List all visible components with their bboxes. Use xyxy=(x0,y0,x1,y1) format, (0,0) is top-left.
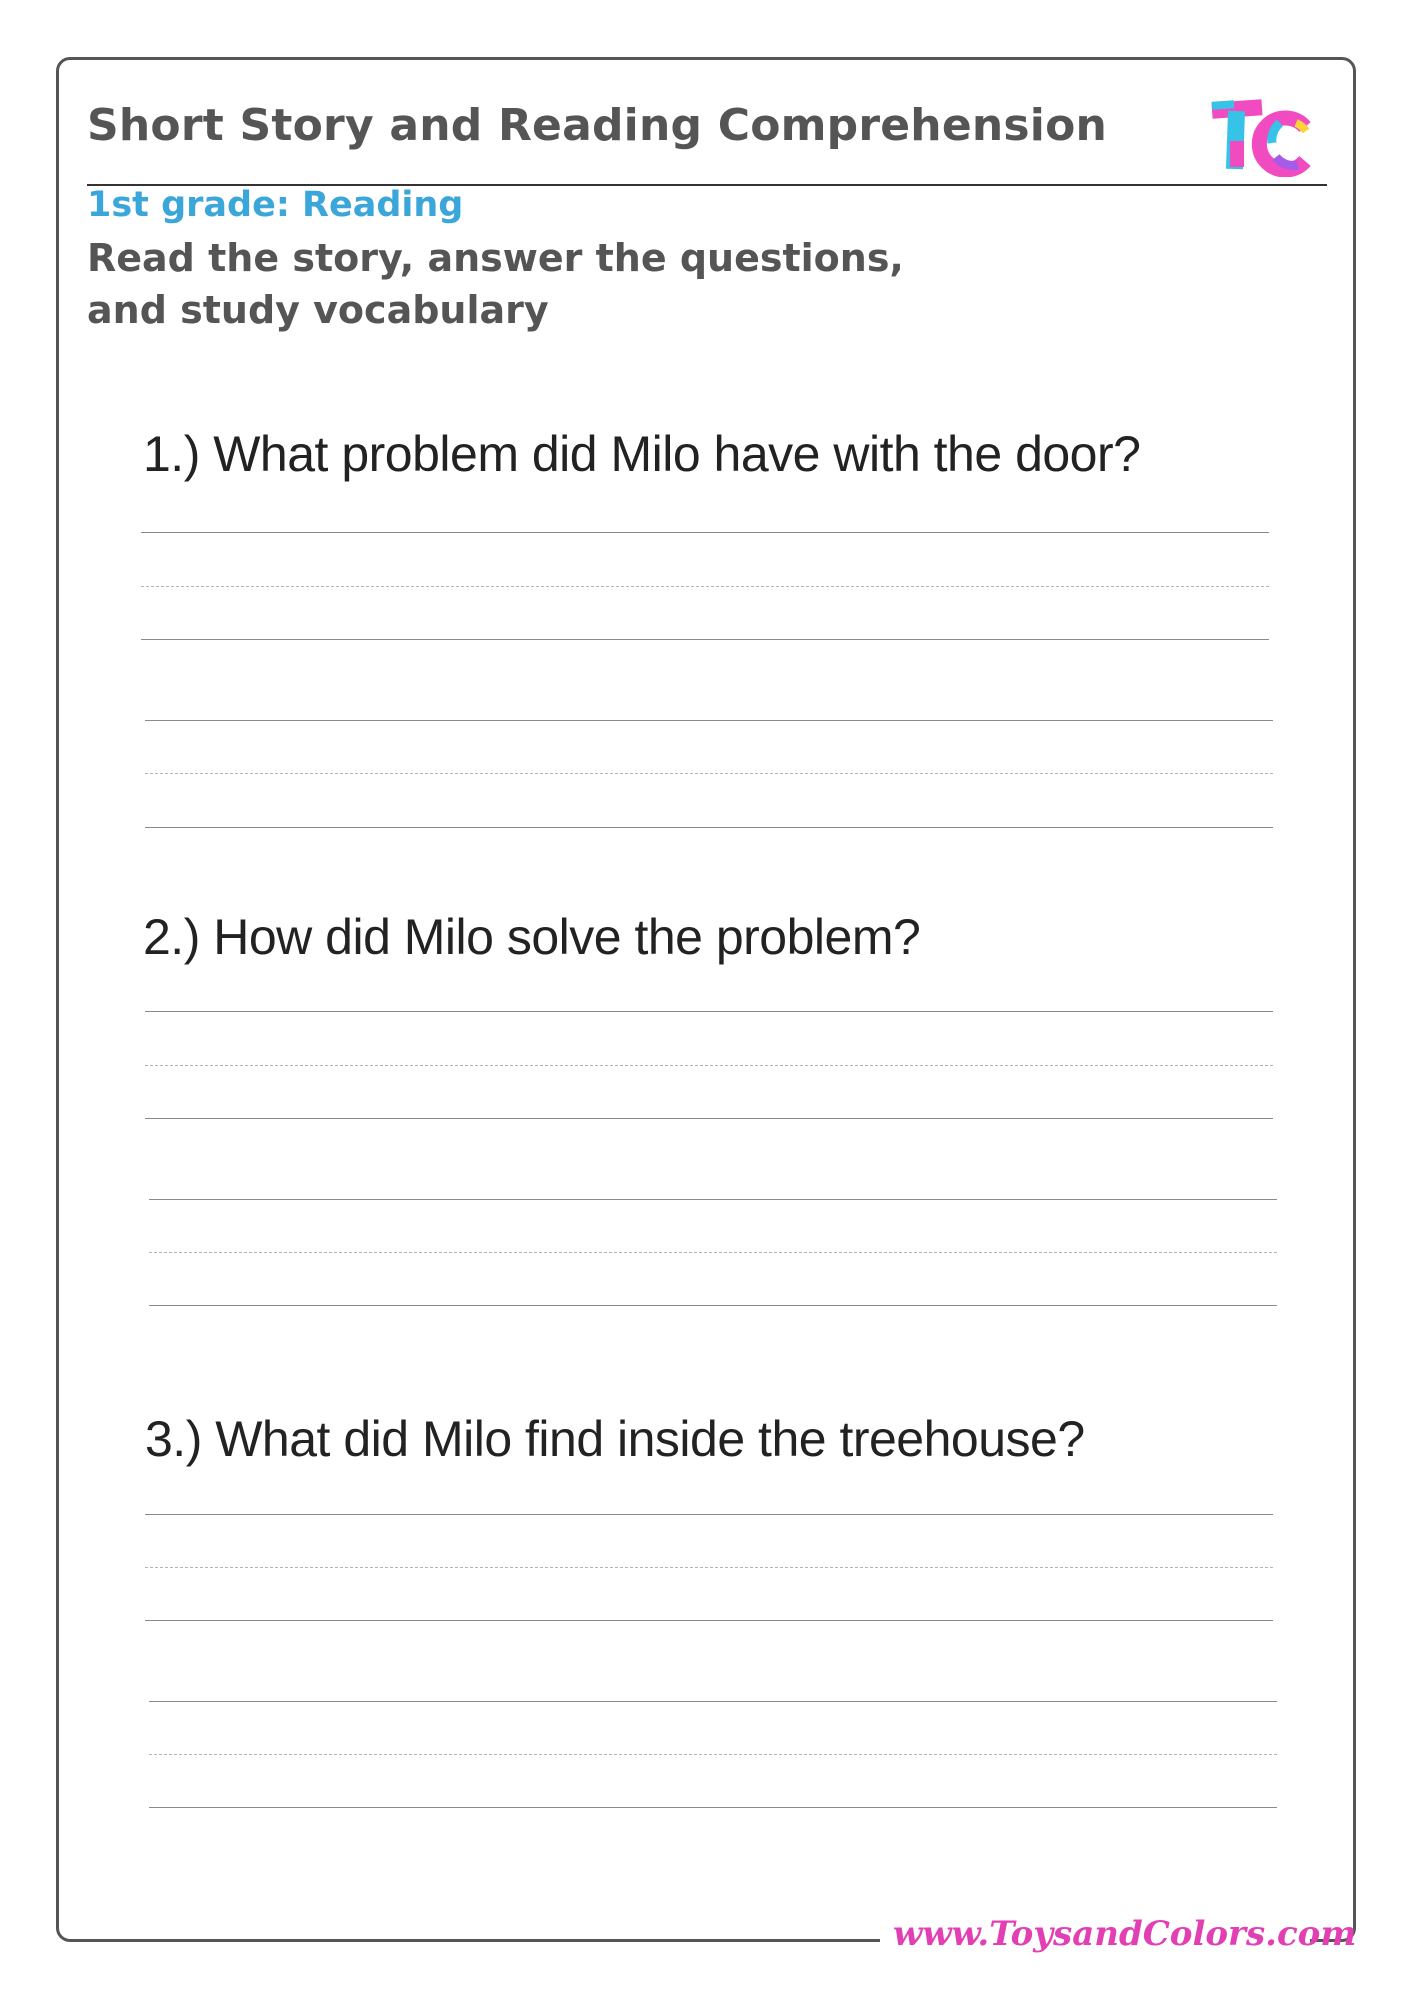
answer-guide-line xyxy=(149,1252,1277,1253)
question-3: 3.) What did Milo find inside the treehouse? xyxy=(145,1411,1085,1467)
answer-guide-line xyxy=(145,1567,1273,1568)
logo-letter-c xyxy=(1259,118,1306,170)
instructions-line-1: Read the story, answer the questions, xyxy=(87,236,904,280)
question-2: 2.) How did Milo solve the problem? xyxy=(143,909,921,965)
answer-line[interactable] xyxy=(149,1701,1277,1702)
answer-line[interactable] xyxy=(145,1011,1273,1012)
answer-line[interactable] xyxy=(145,720,1273,721)
answer-line[interactable] xyxy=(149,1807,1277,1808)
answer-line[interactable] xyxy=(145,1118,1273,1119)
instructions xyxy=(87,232,904,336)
answer-line[interactable] xyxy=(141,639,1269,640)
answer-guide-line xyxy=(145,1065,1273,1066)
answer-line[interactable] xyxy=(145,1620,1273,1621)
worksheet-frame xyxy=(56,57,1356,1942)
answer-line[interactable] xyxy=(149,1199,1277,1200)
toysandcolors-logo xyxy=(1210,95,1320,177)
website-link[interactable]: www.ToysandColors.com xyxy=(893,1914,1357,1954)
answer-line[interactable] xyxy=(145,1514,1273,1515)
answer-guide-line xyxy=(145,773,1273,774)
answer-line[interactable] xyxy=(145,827,1273,828)
page-title: Short Story and Reading Comprehension xyxy=(87,100,1108,151)
answer-guide-line xyxy=(149,1754,1277,1755)
answer-guide-line xyxy=(141,586,1269,587)
instructions-line-2: and study vocabulary xyxy=(87,288,549,332)
question-1: 1.) What problem did Milo have with the door? xyxy=(143,426,1141,482)
answer-line[interactable] xyxy=(149,1305,1277,1306)
answer-line[interactable] xyxy=(141,532,1269,533)
grade-subtitle: 1st grade: Reading xyxy=(87,185,464,225)
